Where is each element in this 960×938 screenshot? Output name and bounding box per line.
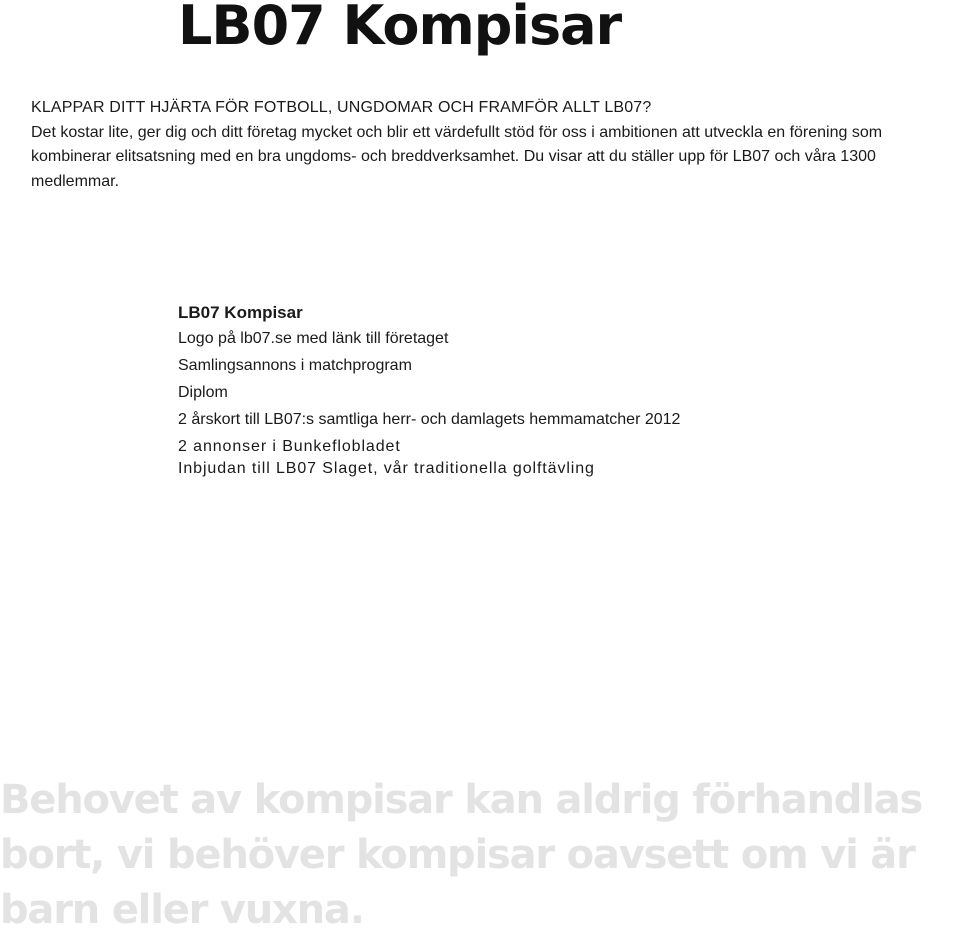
- watermark-line: bort, vi behöver kompisar oavsett om vi är: [0, 832, 915, 878]
- intro-text: [31, 96, 946, 194]
- watermark-quote: [0, 773, 960, 938]
- intro-body: Det kostar lite, ger dig och ditt företag mycket och blir ett värdefullt stöd för oss i ambitionen att utveckla en förening som kombinerar elitsatsning med en bra ungdoms- och breddverksamhet. Du visar att du ställer upp för LB07 och våra 1300 medlemmar.: [31, 123, 883, 190]
- watermark-line: barn eller vuxna.: [0, 887, 364, 933]
- benefits-title: LB07 Kompisar: [178, 303, 303, 322]
- benefit-item-logo: Logo på lb07.se med länk till företaget: [178, 330, 449, 347]
- benefit-item-season-tickets: 2 årskort till LB07:s samtliga herr- och damlagets hemmamatcher 2012: [178, 411, 681, 428]
- benefits-list: [178, 302, 938, 480]
- benefit-item-newsletter-ads: 2 annonser i Bunkeflobladet: [178, 438, 401, 455]
- page-title: LB07 Kompisar: [178, 0, 622, 57]
- benefit-item-diploma: Diplom: [178, 384, 228, 401]
- intro-lead: KLAPPAR DITT HJÄRTA FÖR FOTBOLL, UNGDOMAR OCH FRAMFÖR ALLT LB07?: [31, 99, 652, 116]
- watermark-line: Behovet av kompisar kan aldrig förhandlas: [0, 777, 923, 823]
- benefit-item-ad: Samlingsannons i matchprogram: [178, 357, 412, 374]
- benefit-item-golf-invitation: Inbjudan till LB07 Slaget, vår traditionella golftävling: [178, 460, 595, 477]
